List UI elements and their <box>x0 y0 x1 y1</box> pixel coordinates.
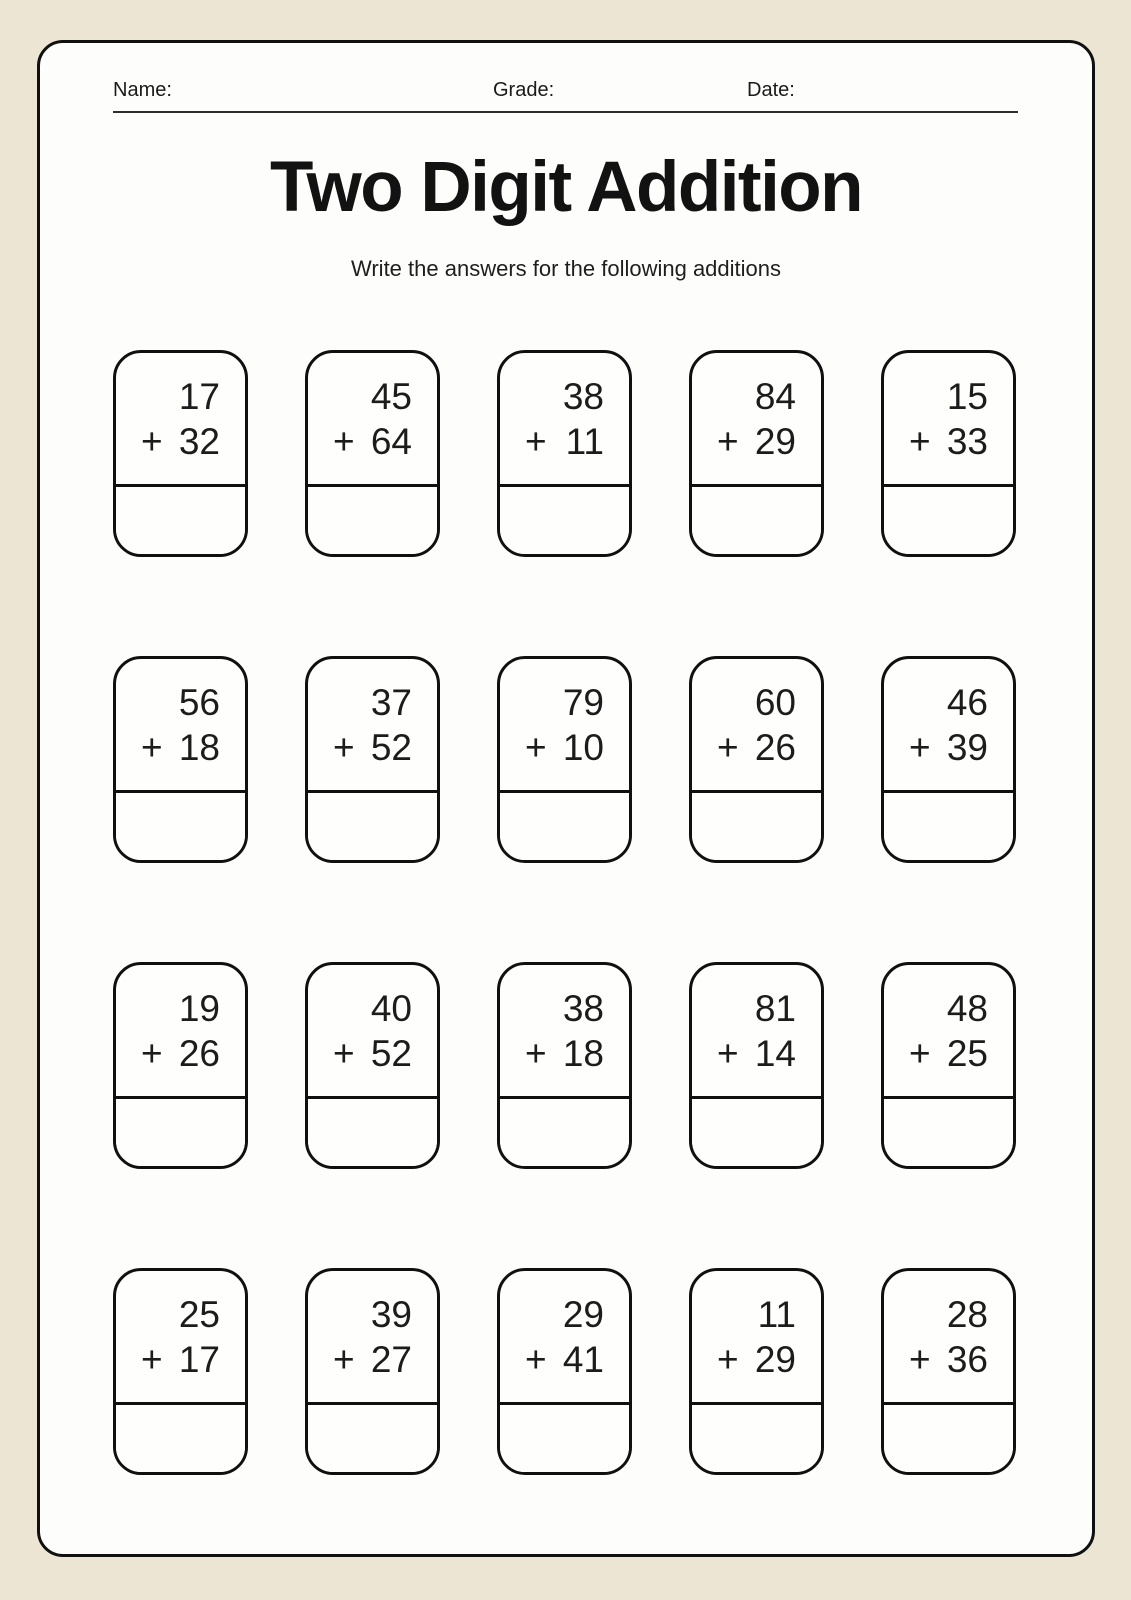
plus-icon: + <box>333 1032 355 1074</box>
addition-problem <box>500 965 629 1096</box>
page-subtitle: Write the answers for the following additions <box>350 256 782 281</box>
addition-card <box>113 962 248 1169</box>
addition-problem <box>692 965 821 1096</box>
bottom-addend: 52 <box>370 1032 412 1074</box>
addition-card <box>497 656 632 863</box>
top-addend: 15 <box>946 375 988 417</box>
top-addend: 60 <box>754 681 796 723</box>
bottom-addend: 11 <box>565 420 604 462</box>
addition-problem <box>308 965 437 1096</box>
header-underline <box>113 111 1018 113</box>
answer-box[interactable] <box>692 1096 821 1166</box>
bottom-addend: 29 <box>754 420 796 462</box>
plus-icon: + <box>525 726 547 768</box>
addition-card <box>113 656 248 863</box>
addition-problem <box>500 1271 629 1402</box>
addition-card <box>497 1268 632 1475</box>
plus-icon: + <box>717 420 739 462</box>
answer-box[interactable] <box>692 1402 821 1472</box>
bottom-addend: 18 <box>178 726 220 768</box>
addition-card <box>305 962 440 1169</box>
top-addend: 25 <box>178 1293 220 1335</box>
top-addend: 45 <box>370 375 412 417</box>
top-addend: 46 <box>946 681 988 723</box>
addition-problem <box>692 353 821 484</box>
bottom-addend: 52 <box>370 726 412 768</box>
addition-card <box>113 1268 248 1475</box>
plus-icon: + <box>333 726 355 768</box>
addition-card <box>881 1268 1016 1475</box>
answer-box[interactable] <box>116 1096 245 1166</box>
plus-icon: + <box>525 420 547 462</box>
top-addend: 38 <box>562 375 604 417</box>
addition-problem <box>884 353 1013 484</box>
answer-box[interactable] <box>692 790 821 860</box>
top-addend: 56 <box>178 681 220 723</box>
addition-card <box>497 350 632 557</box>
top-addend: 11 <box>757 1293 796 1335</box>
addition-card <box>305 350 440 557</box>
answer-box[interactable] <box>692 484 821 554</box>
addition-problem <box>884 1271 1013 1402</box>
top-addend: 48 <box>946 987 988 1029</box>
bottom-addend: 25 <box>946 1032 988 1074</box>
name-label: Name: <box>113 79 172 101</box>
answer-box[interactable] <box>116 1402 245 1472</box>
addition-problem <box>116 965 245 1096</box>
answer-box[interactable] <box>884 1096 1013 1166</box>
problems-grid <box>113 350 1016 1475</box>
plus-icon: + <box>909 1032 931 1074</box>
addition-problem <box>692 659 821 790</box>
addition-problem <box>500 659 629 790</box>
top-addend: 37 <box>370 681 412 723</box>
addition-problem <box>116 659 245 790</box>
addition-card <box>497 962 632 1169</box>
bottom-addend: 41 <box>562 1338 604 1380</box>
top-addend: 40 <box>370 987 412 1029</box>
addition-card <box>881 962 1016 1169</box>
plus-icon: + <box>909 420 931 462</box>
answer-box[interactable] <box>884 790 1013 860</box>
addition-card <box>689 656 824 863</box>
plus-icon: + <box>333 1338 355 1380</box>
addition-card <box>113 350 248 557</box>
top-addend: 38 <box>562 987 604 1029</box>
page-title: Two Digit Addition <box>269 148 863 227</box>
plus-icon: + <box>333 420 355 462</box>
addition-card <box>881 350 1016 557</box>
answer-box[interactable] <box>308 790 437 860</box>
answer-box[interactable] <box>308 484 437 554</box>
addition-problem <box>500 353 629 484</box>
top-addend: 39 <box>370 1293 412 1335</box>
top-addend: 79 <box>562 681 604 723</box>
addition-card <box>881 656 1016 863</box>
bottom-addend: 64 <box>370 420 412 462</box>
answer-box[interactable] <box>308 1096 437 1166</box>
addition-problem <box>884 965 1013 1096</box>
answer-box[interactable] <box>116 790 245 860</box>
top-addend: 84 <box>754 375 796 417</box>
addition-card <box>305 656 440 863</box>
grade-label: Grade: <box>493 79 555 101</box>
answer-box[interactable] <box>116 484 245 554</box>
top-addend: 29 <box>562 1293 604 1335</box>
plus-icon: + <box>717 1338 739 1380</box>
plus-icon: + <box>141 420 163 462</box>
header-fields <box>113 79 1018 105</box>
answer-box[interactable] <box>500 790 629 860</box>
plus-icon: + <box>909 1338 931 1380</box>
bottom-addend: 18 <box>562 1032 604 1074</box>
bottom-addend: 26 <box>178 1032 220 1074</box>
worksheet-page <box>37 40 1095 1557</box>
answer-box[interactable] <box>500 1402 629 1472</box>
bottom-addend: 27 <box>370 1338 412 1380</box>
bottom-addend: 33 <box>946 420 988 462</box>
plus-icon: + <box>717 726 739 768</box>
addition-problem <box>116 1271 245 1402</box>
addition-problem <box>308 1271 437 1402</box>
top-addend: 28 <box>946 1293 988 1335</box>
bottom-addend: 14 <box>754 1032 796 1074</box>
answer-box[interactable] <box>884 484 1013 554</box>
date-label: Date: <box>747 79 795 101</box>
plus-icon: + <box>717 1032 739 1074</box>
bottom-addend: 26 <box>754 726 796 768</box>
plus-icon: + <box>909 726 931 768</box>
plus-icon: + <box>141 1338 163 1380</box>
answer-box[interactable] <box>884 1402 1013 1472</box>
plus-icon: + <box>141 1032 163 1074</box>
answer-box[interactable] <box>308 1402 437 1472</box>
addition-problem <box>308 353 437 484</box>
answer-box[interactable] <box>500 484 629 554</box>
top-addend: 81 <box>754 987 796 1029</box>
plus-icon: + <box>525 1338 547 1380</box>
answer-box[interactable] <box>500 1096 629 1166</box>
addition-problem <box>116 353 245 484</box>
addition-problem <box>884 659 1013 790</box>
addition-problem <box>692 1271 821 1402</box>
plus-icon: + <box>141 726 163 768</box>
bottom-addend: 29 <box>754 1338 796 1380</box>
top-addend: 17 <box>178 375 220 417</box>
top-addend: 19 <box>178 987 220 1029</box>
addition-card <box>689 962 824 1169</box>
addition-card <box>305 1268 440 1475</box>
bottom-addend: 10 <box>562 726 604 768</box>
bottom-addend: 32 <box>178 420 220 462</box>
bottom-addend: 39 <box>946 726 988 768</box>
addition-card <box>689 1268 824 1475</box>
plus-icon: + <box>525 1032 547 1074</box>
addition-problem <box>308 659 437 790</box>
bottom-addend: 36 <box>946 1338 988 1380</box>
bottom-addend: 17 <box>178 1338 220 1380</box>
addition-card <box>689 350 824 557</box>
